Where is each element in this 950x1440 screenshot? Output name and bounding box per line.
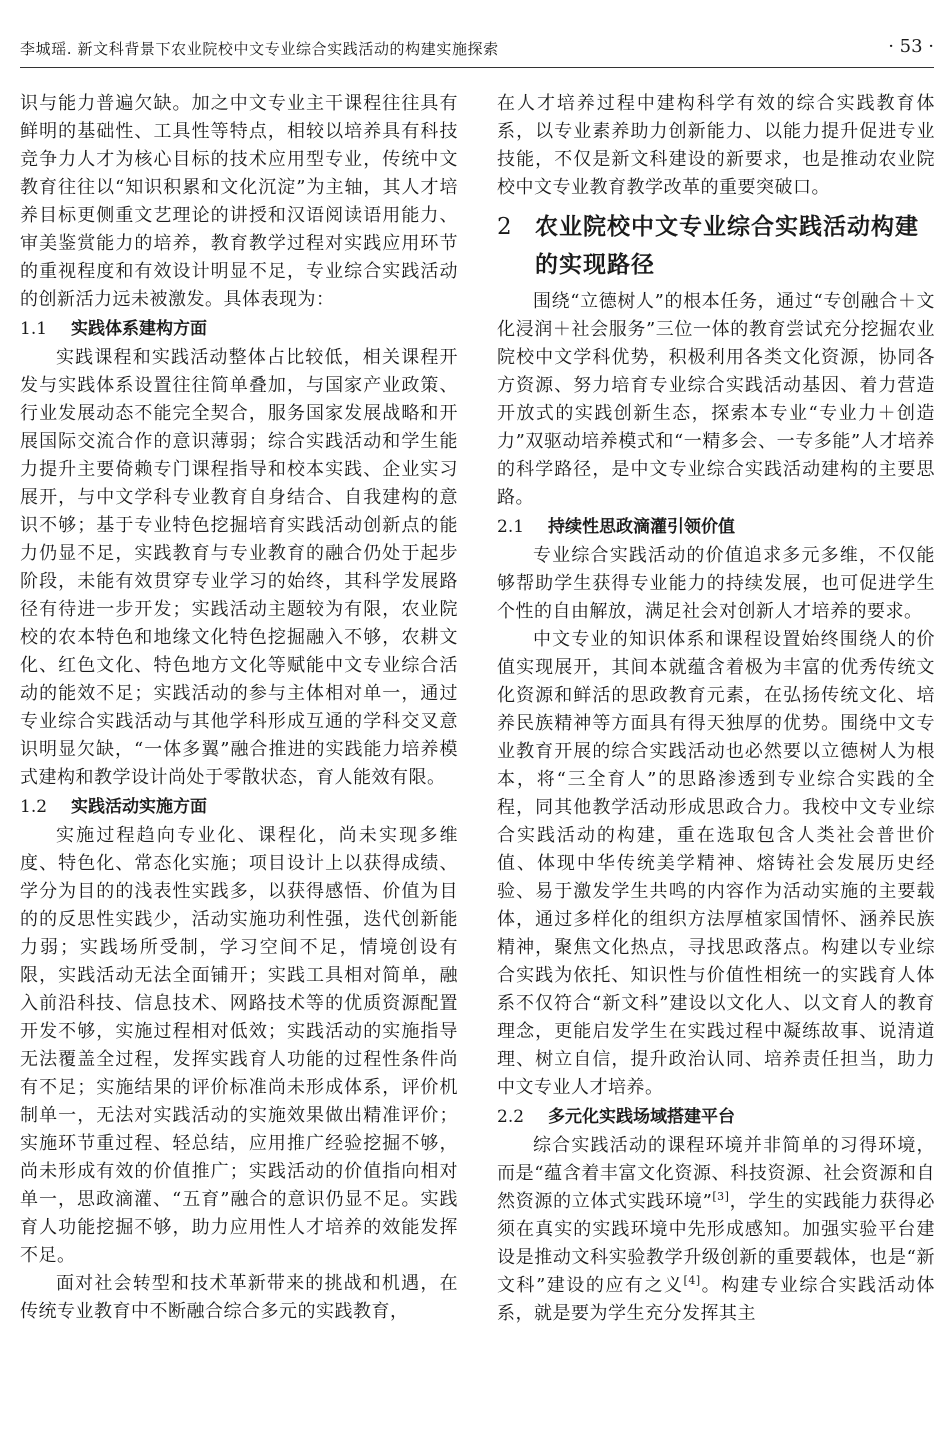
header-rule: [20, 67, 934, 68]
section-number: 2.2: [497, 1107, 525, 1127]
section-number: 1.1: [20, 319, 48, 339]
body-paragraph: 中文专业的知识体系和课程设置始终围绕人的价值实现展开，其间本就蕴含着极为丰富的优秀传统文化资源和鲜活的思政教育元素，在弘扬传统文化、培养民族精神等方面具有得天独厚的优势。围绕中文专业教育开展的综合实践活动也必然要以立德树人为根本，将“三全育人”的思路渗透到专业综合实践的全程，同其他教学活动形成思政合力。我校中文专业综合实践活动的构建，重在选取包含人类社会普世价值、体现中华传统美学精神、熔铸社会发展历史经验、易于激发学生共鸣的内容作为活动实施的主要载体，通过多样化的组织方法厚植家国情怀、涵养民族精神，聚焦文化热点，寻找思政落点。构建以专业综合实践为依托、知识性与价值性相统一的实践育人体系不仅符合“新文科”建设以文化人、以文育人的教育理念，更能启发学生在实践过程中凝练故事、说清道理、树立自信，提升政治认同、培养责任担当，助力中文专业人才培养。: [497, 629, 935, 1098]
section-number: 2: [497, 214, 513, 240]
running-header: [20, 30, 934, 64]
citation-ref[interactable]: [4]: [683, 1274, 701, 1287]
body-paragraph: [497, 1132, 935, 1328]
body-paragraph: 围绕“立德树人”的根本任务，通过“专创融合＋文化浸润＋社会服务”三位一体的教育尝试充分挖掘农业院校中文学科优势，积极利用各类文化资源，协同各方资源、努力培育专业综合实践活动基因、着力营造开放式的实践创新生态，探索本专业“专业力＋创造力”双驱动培养模式和“一精多会、一专多能”人才培养的科学路径，是中文专业综合实践活动建构的主要思路。: [497, 291, 935, 508]
paragraph-text: ，学生的实践能力获得必须在真实的实践环境中先形成感知。加强实验平台建设是推动文科实验教学升级创新的重要载体，也是“新文科”建设的应有之义: [497, 1191, 936, 1296]
body-paragraph: 实践课程和实践活动整体占比较低，相关课程开发与实践体系设置往往简单叠加，与国家产业政策、行业发展动态不能完全契合，服务国家发展战略和开展国际交流合作的意识薄弱；综合实践活动和学生能力提升主要倚赖专门课程指导和校本实践、企业实习展开，与中文学科专业教育自身结合、自我建构的意识不够；基于专业特色挖掘培育实践活动创新点的能力仍显不足，实践教育与专业教育的融合仍处于起步阶段，未能有效贯穿专业学习的始终，其科学发展路径有待进一步开发；实践活动主题较为有限，农业院校的农本特色和地缘文化特色挖掘融入不够，农耕文化、红色文化、特色地方文化等赋能中文专业综合活动的能效不足；实践活动的参与主体相对单一，通过专业综合实践活动与其他学科形成互通的学科交叉意识明显欠缺，“一体多翼”融合推进的实践能力培养模式建构和教学设计尚处于零散状态，育人能效有限。: [20, 347, 458, 788]
body-paragraph: 在人才培养过程中建构科学有效的综合实践教育体系，以专业素养助力创新能力、以能力提升促进专业技能，不仅是新文科建设的新要求，也是推动农业院校中文专业教育教学改革的重要突破口。: [497, 93, 935, 198]
citation-ref[interactable]: [3]: [712, 1190, 730, 1203]
section-number: 2.1: [497, 517, 525, 537]
running-title: 李城瑶. 新文科背景下农业院校中文专业综合实践活动的构建实施探索: [20, 40, 499, 58]
section-title: 多元化实践场域搭建平台: [548, 1107, 736, 1127]
section-number: 1.2: [20, 797, 48, 817]
section-title: 农业院校中文专业综合实践活动构建的实现路径: [535, 214, 919, 278]
section-title: 实践活动实施方面: [71, 797, 208, 817]
paragraph-text: 综合实践活动的课程环境并非简单的习得环境，而是“蕴含着丰富文化资源、科技资源、社会资源和自然资源的立体式实践环境”: [497, 1135, 935, 1212]
body-paragraph: 专业综合实践活动的价值追求多元多维，不仅能够帮助学生获得专业能力的持续发展，也可促进学生个性的自由解放，满足社会对创新人才培养的要求。: [497, 545, 935, 622]
section-title: 持续性思政滴灌引领价值: [548, 517, 736, 537]
body-paragraph: 实施过程趋向专业化、课程化，尚未实现多维度、特色化、常态化实施；项目设计上以获得成绩、学分为目的的浅表性实践多，以获得感悟、价值为目的的反思性实践少，活动实施功利性强，迭代创新能力弱；实践场所受制，学习空间不足，情境创设有限，实践活动无法全面铺开；实践工具相对简单，融入前沿科技、信息技术、网路技术等的优质资源配置开发不够，实施过程相对低效；实践活动的实施指导无法覆盖全过程，发挥实践育人功能的过程性条件尚有不足；实施结果的评价标准尚未形成体系，评价机制单一，无法对实践活动的实施效果做出精准评价；实施环节重过程、轻总结，应用推广经验挖掘不够，尚未形成有效的价值推广；实践活动的价值指向相对单一，思政滴灌、“五育”融合的意识仍显不足。实践育人功能挖掘不够，助力应用性人才培养的效能发挥不足。: [20, 825, 458, 1266]
paragraph-text: 。构建专业综合实践活动体系，就是要为学生充分发挥其主: [497, 1275, 936, 1324]
left-column: [20, 90, 458, 1326]
body-paragraph: 识与能力普遍欠缺。加之中文专业主干课程往往具有鲜明的基础性、工具性等特点，相较以培养具有科技竞争力人才为核心目标的技术应用型专业，传统中文教育往往以“知识积累和文化沉淀”为主轴，其人才培养目标更侧重文艺理论的讲授和汉语阅读语用能力、审美鉴赏能力的培养，教育教学过程对实践应用环节的重视程度和有效设计明显不足，专业综合实践活动的创新活力远未被激发。具体表现为：: [20, 93, 458, 310]
page-number: · 53 ·: [888, 36, 934, 57]
section-heading-2-2: [497, 1102, 935, 1132]
right-column: [497, 90, 935, 1328]
body-paragraph: 面对社会转型和技术革新带来的挑战和机遇，在传统专业教育中不断融合综合多元的实践教育，: [20, 1273, 458, 1322]
section-heading-2: [497, 208, 935, 284]
section-heading-1-1: [20, 314, 458, 344]
section-title: 实践体系建构方面: [71, 319, 208, 339]
section-heading-1-2: [20, 792, 458, 822]
section-heading-2-1: [497, 512, 935, 542]
